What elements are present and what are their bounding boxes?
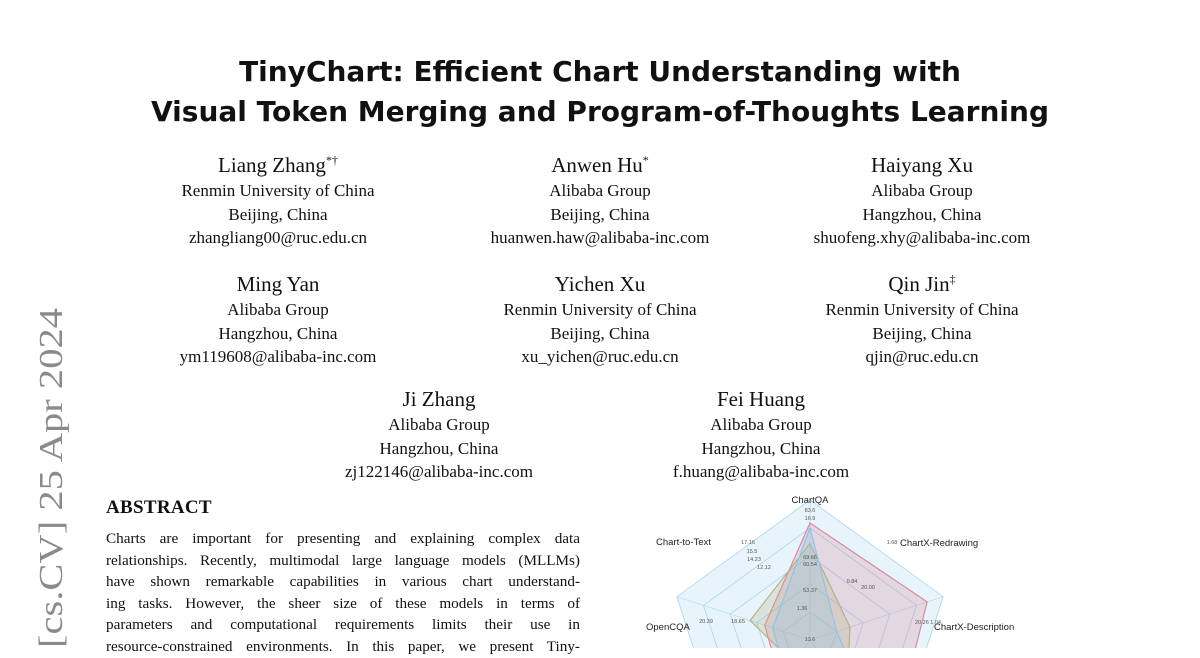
abstract-line: resource-constrained environments. In this paper, we present Tiny- <box>106 637 580 655</box>
author-name: Liang Zhang <box>218 153 326 177</box>
author-marks: * <box>642 153 649 167</box>
radar-value-label: 1.68 <box>886 540 898 546</box>
author-email[interactable]: zhangliang00@ruc.edu.cn <box>188 228 368 247</box>
abstract-line: relationships. Recently, multimodal large language models (MLLMs) <box>106 551 580 569</box>
author-marks: *† <box>325 153 338 167</box>
arxiv-stamp <box>22 300 72 648</box>
title-line-2: Visual Token Merging and Program-of-Thoughts Learning <box>151 95 1049 128</box>
author-location: Hangzhou, China <box>862 204 982 224</box>
author-affiliation: Renmin University of China <box>181 181 375 200</box>
radar-axis-label: OpenCQA <box>646 622 690 633</box>
author-location: Hangzhou, China <box>218 323 338 343</box>
author-name: Fei Huang <box>716 387 806 411</box>
radar-value-label: 0.84 <box>846 579 858 585</box>
author-marks: ‡ <box>949 272 956 286</box>
abstract-line: ing tasks. However, the sheer size of these models in terms of <box>106 594 580 612</box>
author-affiliation: Alibaba Group <box>710 415 812 434</box>
author-block <box>722 152 1122 250</box>
author-name: Ji Zhang <box>402 387 476 411</box>
radar-chart <box>640 492 1080 648</box>
author-location: Beijing, China <box>228 204 328 224</box>
author-affiliation: Renmin University of China <box>503 300 697 319</box>
abstract-line: parameters and computational requirements limits their use in <box>106 616 580 634</box>
abstract-heading: ABSTRACT <box>106 497 212 518</box>
radar-axis-label: ChartQA <box>791 495 829 506</box>
author-location: Beijing, China <box>872 323 972 343</box>
radar-value-label: 53.37 <box>803 588 817 594</box>
radar-value-label: 20.00 <box>861 585 875 591</box>
author-affiliation: Renmin University of China <box>825 300 1019 319</box>
radar-axis-label: ChartX-Redrawing <box>900 538 979 549</box>
radar-value-label: 1.36 <box>796 606 808 612</box>
abstract-body <box>106 528 580 658</box>
radar-chart-svg <box>640 492 1080 648</box>
author-location: Beijing, China <box>550 204 650 224</box>
radar-value-label: 69.66 <box>803 555 817 561</box>
title-line-1: TinyChart: Efficient Chart Understanding with <box>239 55 961 88</box>
radar-value-label: 15.5 <box>746 549 758 555</box>
author-name: Anwen Hu <box>551 153 643 177</box>
radar-value-label: 18.65 <box>731 619 745 625</box>
author-email[interactable]: huanwen.haw@alibaba-inc.com <box>490 228 710 247</box>
radar-value-label: 13.6 <box>804 637 816 643</box>
radar-value-label: 14.23 <box>747 557 761 563</box>
author-block <box>722 271 1122 369</box>
author-affiliation: Alibaba Group <box>227 300 329 319</box>
arxiv-stamp-text: [cs.CV] 25 Apr 2024 <box>33 362 70 648</box>
author-location: Hangzhou, China <box>701 438 821 458</box>
author-location: Beijing, China <box>550 323 650 343</box>
radar-value-label: 20.39 <box>699 619 713 625</box>
radar-value-label: 20.26 1.04 <box>915 620 941 626</box>
abstract-line: have shown remarkable capabilities in various chart understand- <box>106 573 580 591</box>
author-email[interactable]: qjin@ruc.edu.cn <box>865 347 979 366</box>
author-email[interactable]: xu_yichen@ruc.edu.cn <box>521 347 679 366</box>
radar-value-label: 83.6 <box>804 508 816 514</box>
author-email[interactable]: shuofeng.xhy@alibaba-inc.com <box>813 228 1031 247</box>
radar-value-label: 60.54 <box>803 562 817 568</box>
author-email[interactable]: zj122146@alibaba-inc.com <box>345 462 533 481</box>
author-affiliation: Alibaba Group <box>549 181 651 200</box>
radar-value-label: 17.16 <box>741 540 755 546</box>
author-name: Ming Yan <box>236 272 320 296</box>
author-name: Qin Jin <box>888 272 950 296</box>
author-affiliation: Alibaba Group <box>871 181 973 200</box>
author-email[interactable]: f.huang@alibaba-inc.com <box>672 462 850 481</box>
radar-axis-label: ChartX-Description <box>934 622 1015 633</box>
paper-title <box>0 52 1200 132</box>
radar-value-label: 12.12 <box>757 565 771 571</box>
author-block <box>561 386 961 484</box>
radar-axis-label: Chart-to-Text <box>656 537 711 548</box>
author-location: Hangzhou, China <box>379 438 499 458</box>
abstract-line: Charts are important for presenting and explaining complex data <box>106 530 580 547</box>
author-affiliation: Alibaba Group <box>388 415 490 434</box>
arxiv-stamp-svg <box>22 300 72 648</box>
author-name: Haiyang Xu <box>870 153 974 177</box>
author-name: Yichen Xu <box>554 272 646 296</box>
radar-value-label: 16.9 <box>804 516 816 522</box>
author-email[interactable]: ym119608@alibaba-inc.com <box>179 347 377 366</box>
